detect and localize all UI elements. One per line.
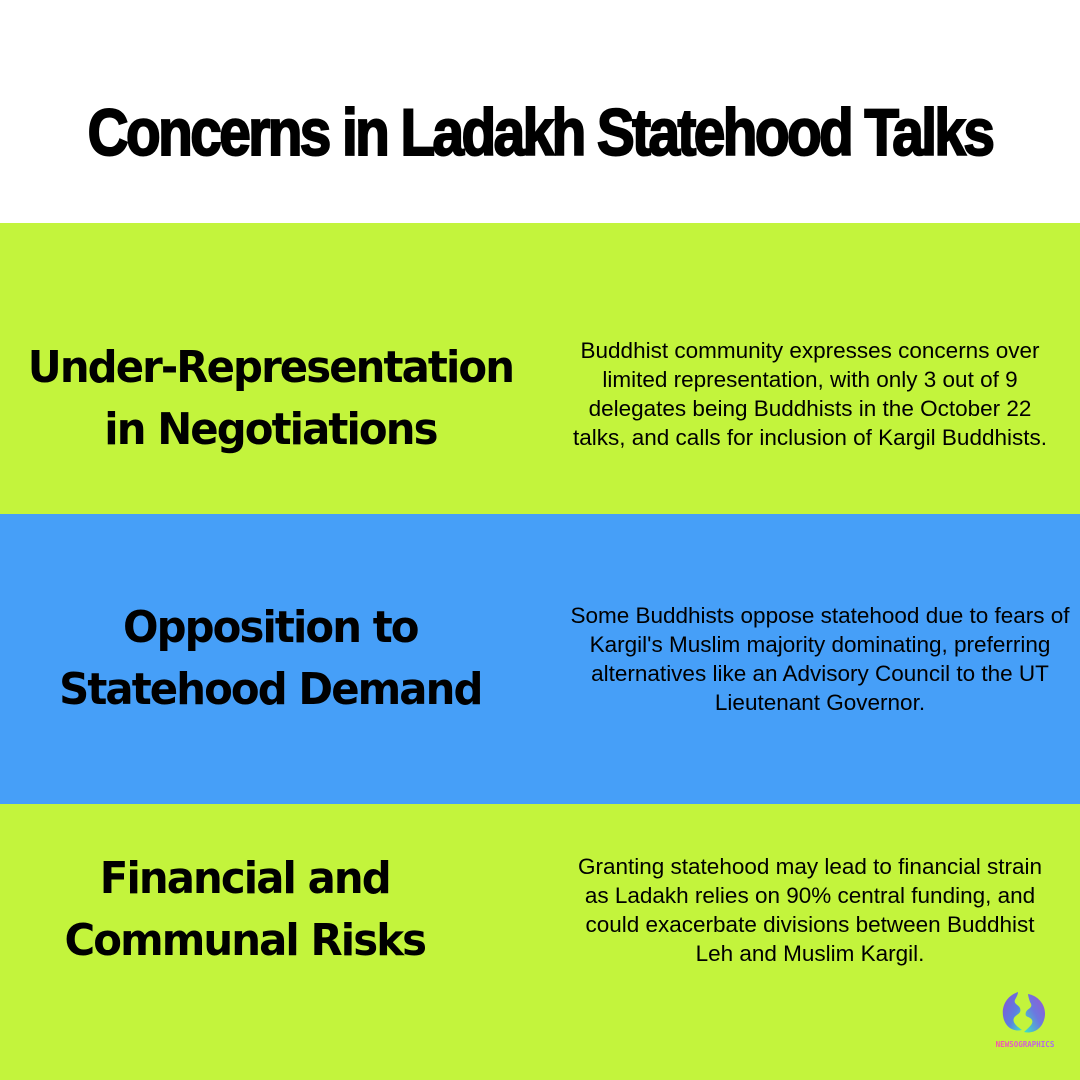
brand-logo xyxy=(990,988,1060,1052)
section-heading xyxy=(27,337,512,461)
section-financial-risks xyxy=(0,804,1080,1080)
section-description-column xyxy=(540,514,1080,804)
section-description-column xyxy=(540,223,1080,514)
section-heading-column xyxy=(0,223,540,514)
globe-swirl-icon xyxy=(998,988,1050,1038)
section-heading xyxy=(65,848,426,972)
heading-line: Financial and xyxy=(100,852,390,904)
section-description: Buddhist community expresses concerns over limited representation, with only 3 out of 9 delegates being Buddhists in the October 22 talks, and calls for inclusion of Kargil Buddhists. xyxy=(573,337,1047,450)
heading-line: in Negotiations xyxy=(103,403,437,455)
page-title: Concerns in Ladakh Statehood Talks xyxy=(87,94,993,169)
header xyxy=(0,0,1080,223)
heading-line: Communal Risks xyxy=(64,914,426,966)
section-heading-column xyxy=(0,804,540,1080)
section-heading xyxy=(59,597,481,721)
heading-line: Under-Representation xyxy=(27,341,513,393)
section-opposition xyxy=(0,514,1080,804)
heading-line: Opposition to xyxy=(122,602,418,653)
section-heading-column xyxy=(0,514,540,804)
section-under-representation xyxy=(0,223,1080,514)
section-description: Granting statehood may lead to financial strain as Ladakh relies on 90% central funding, and could exacerbate divisions between Buddhist Leh and Muslim Kargil. xyxy=(577,853,1043,966)
section-description: Some Buddhists oppose statehood due to fears of Kargil's Muslim majority dominating, preferring alternatives like an Advisory Council to the UT Lieutenant Governor. xyxy=(570,603,1070,715)
heading-line: Statehood Demand xyxy=(58,664,482,715)
brand-logo-text: NEWSOGRAPHICS xyxy=(990,1040,1060,1049)
